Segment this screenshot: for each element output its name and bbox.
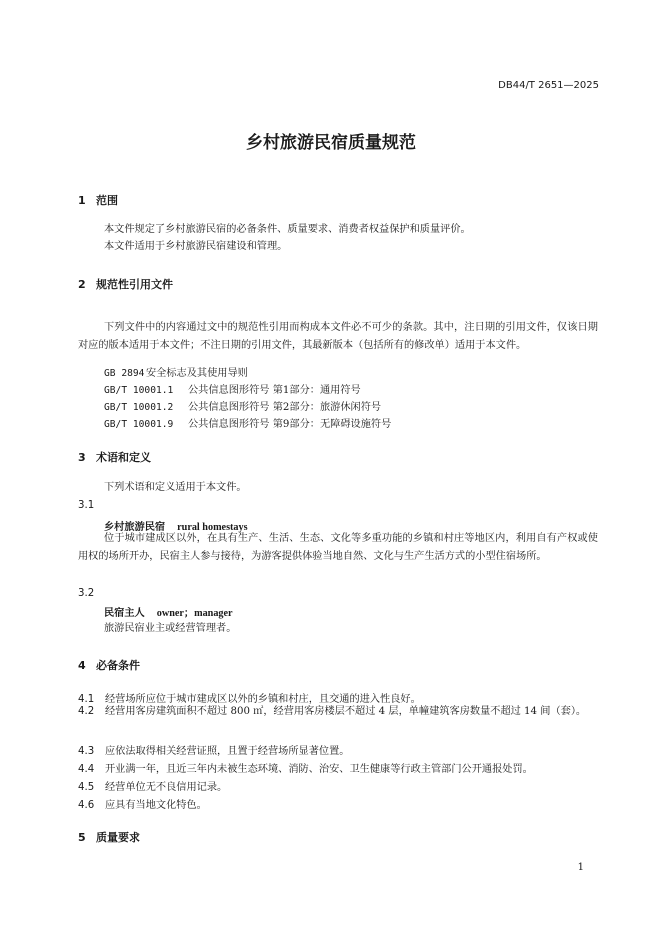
requirement-item: [78, 760, 533, 775]
requirement-number: 4.1: [78, 694, 95, 705]
document-code: DB44/T 2651—2025: [498, 80, 599, 91]
requirement-item: [78, 742, 350, 757]
reference-code: GB 2894: [104, 368, 145, 379]
requirement-text: 应具有当地文化特色。: [105, 800, 207, 811]
section-number: 5: [78, 831, 86, 844]
section-heading-prerequisites: [78, 657, 140, 673]
section-heading-terms: [78, 449, 151, 465]
section-number: 3: [78, 451, 86, 464]
requirement-text: 经营用客房建筑面积不超过 800 ㎡，经营用客房楼层不超过 4 层，单幢建筑客房数量不超过 14 间（套）。: [105, 706, 587, 717]
reference-code: GB/T 10001.9: [104, 419, 174, 430]
section-title: 质量要求: [96, 831, 140, 844]
scope-paragraph-1: 本文件规定了乡村旅游民宿的必备条件、质量要求、消费者权益保护和质量评价。: [104, 224, 471, 235]
term-definition: 位于城市建成区以外，在具有生产、生活、生态、文化等多重功能的乡镇和村庄等地区内，利用自有产权或使用权的场所开办，民宿主人参与接待，为游客提供体验当地自然、文化与生产生活方式的小型住宿场所。: [78, 533, 598, 562]
requirement-item: [78, 778, 227, 793]
term-en: owner；manager: [156, 608, 233, 619]
term-zh: 乡村旅游民宿: [104, 521, 166, 533]
requirement-item: [78, 796, 207, 811]
terms-intro: 下列术语和定义适用于本文件。: [104, 482, 247, 493]
section-title: 范围: [96, 194, 118, 207]
reference-item: [104, 398, 381, 413]
reference-item: [104, 381, 361, 396]
reference-title: 公共信息图形符号 第1部分：通用符号: [188, 385, 361, 396]
section-heading-quality: [78, 829, 140, 845]
page-number: 1: [577, 862, 584, 873]
section-number: 4: [78, 659, 86, 672]
section-title: 规范性引用文件: [96, 278, 173, 291]
term-heading: [104, 604, 233, 619]
reference-title: 公共信息图形符号 第9部分：无障碍设施符号: [188, 419, 392, 430]
section-title: 术语和定义: [96, 451, 151, 464]
reference-item: [104, 364, 248, 379]
term-number: 3.2: [78, 588, 95, 599]
requirement-item: [78, 703, 600, 721]
requirement-number: 4.6: [78, 800, 95, 811]
term-en: rural homestays: [177, 522, 248, 533]
section-heading-scope: [78, 192, 118, 208]
term-zh: 民宿主人: [104, 607, 145, 619]
requirement-text: 经营场所应位于城市建成区以外的乡镇和村庄，且交通的进入性良好。: [105, 694, 421, 705]
requirement-number: 4.2: [78, 706, 95, 717]
term-definition: 旅游民宿业主或经营管理者。: [104, 623, 237, 634]
scope-paragraph-2: 本文件适用于乡村旅游民宿建设和管理。: [104, 241, 288, 252]
requirement-number: 4.5: [78, 782, 95, 793]
requirement-number: 4.4: [78, 764, 95, 775]
page-title: 乡村旅游民宿质量规范: [246, 133, 416, 153]
requirement-text: 应依法取得相关经营证照，且置于经营场所显著位置。: [105, 746, 350, 757]
term-number: 3.1: [78, 500, 95, 511]
section-number: 1: [78, 194, 86, 207]
requirement-number: 4.3: [78, 746, 95, 757]
requirement-text: 开业满一年，且近三年内未被生态环境、消防、治安、卫生健康等行政主管部门公开通报处罚。: [105, 764, 533, 775]
section-title: 必备条件: [96, 659, 140, 672]
reference-title: 安全标志及其使用导则: [146, 368, 248, 379]
reference-title: 公共信息图形符号 第2部分：旅游休闲符号: [188, 402, 382, 413]
normative-intro: 下列文件中的内容通过文中的规范性引用而构成本文件必不可少的条款。其中，注日期的引用文件，仅该日期对应的版本适用于本文件；不注日期的引用文件，其最新版本（包括所有的修改单）适用于本文件。: [78, 322, 598, 351]
reference-item: [104, 415, 391, 430]
section-number: 2: [78, 278, 86, 291]
reference-code: GB/T 10001.1: [104, 385, 174, 396]
reference-code: GB/T 10001.2: [104, 402, 174, 413]
requirement-text: 经营单位无不良信用记录。: [105, 782, 228, 793]
section-heading-normative: [78, 276, 173, 292]
